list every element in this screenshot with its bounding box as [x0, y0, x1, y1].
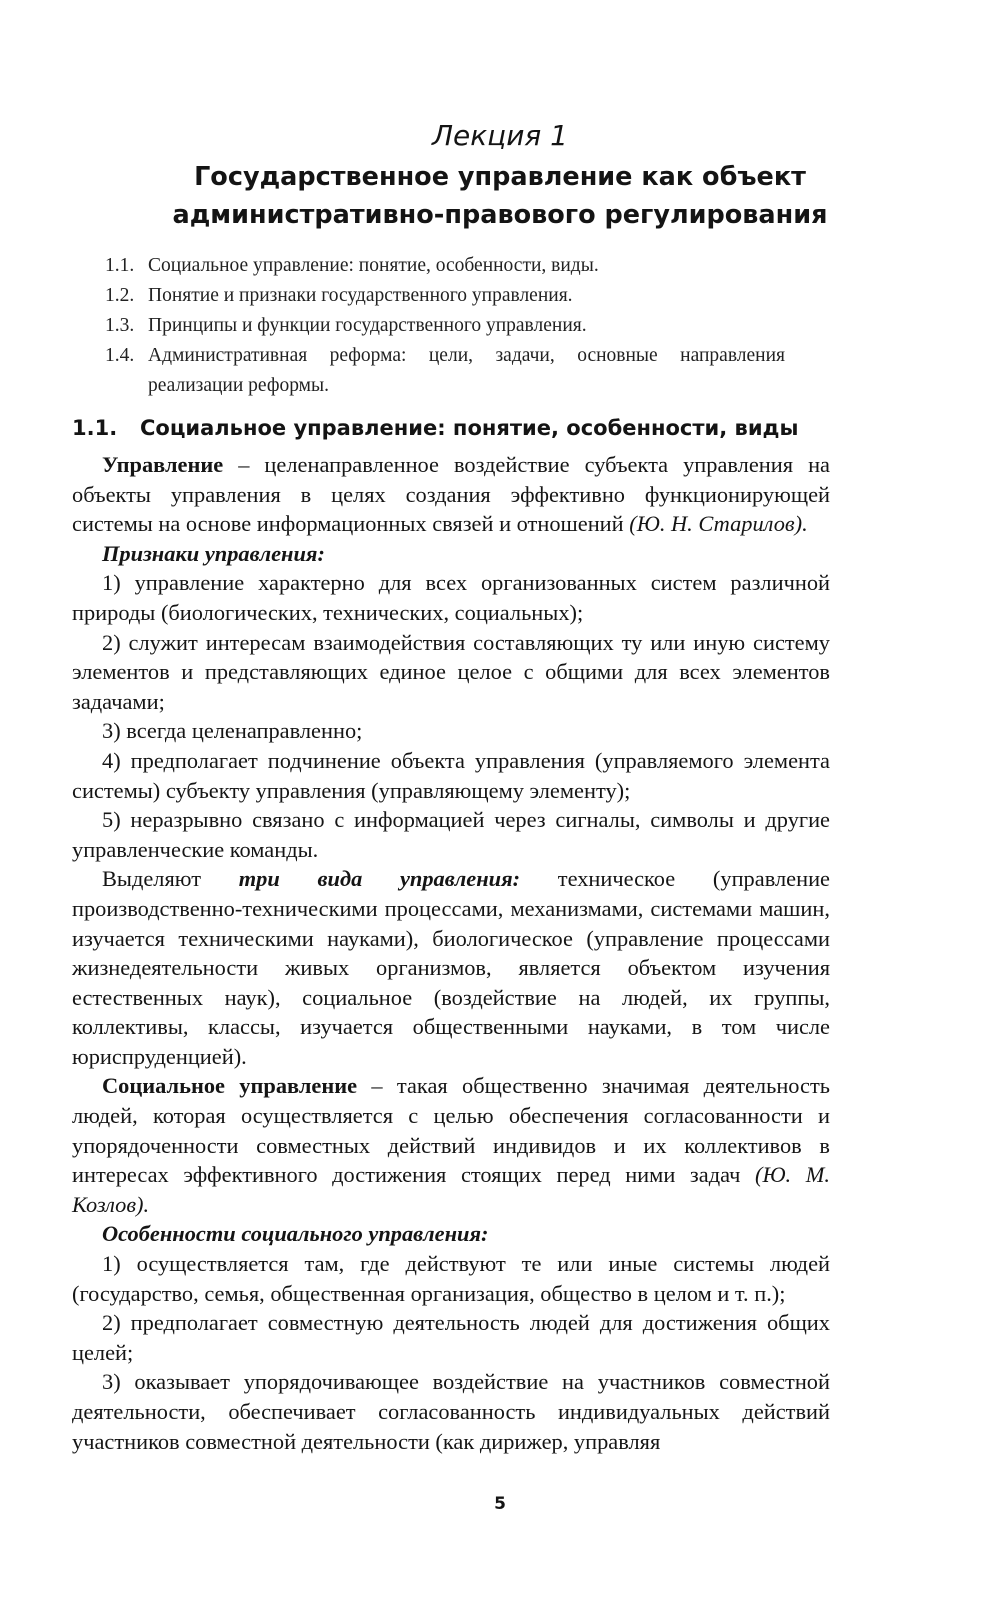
lecture-contents: [105, 251, 785, 401]
social-definition-paragraph: Социальное управление – такая общественно значимая деятельность людей, которая осуществляется с целью обеспечения согласованности и упорядоченности совместных действий индивидов и их коллективов в интересах эффективного достижения стоящих перед ними задач (Ю. М. Козлов).: [72, 1073, 830, 1217]
toc-item: [105, 251, 785, 281]
section-number: 1.1.: [72, 416, 118, 440]
author-reference: (Ю. Н. Старилов).: [629, 511, 808, 537]
body-text: [72, 450, 830, 1456]
list-item: 2) служит интересам взаимодействия составляющих ту или иную систему элементов и представляющих единое целое с общими для всех элементов задачами;: [72, 629, 830, 714]
toc-item: [105, 341, 785, 401]
author-reference: (Ю. М. Козлов).: [72, 1162, 830, 1217]
term-types: три вида управления:: [238, 866, 521, 892]
types-paragraph: Выделяют три вида управления: техническое (управление производственно-техническими процессами, механизмами, системами машин, изучается техническими науками), биологическое (управление процессами жизнедеятельности живых организмов, является объектом изучения естественных наук), социальное (воздействие на людей, их группы, коллективы, классы, изучается общественными науками, в том числе юриспруденцией).: [72, 866, 830, 1069]
toc-item: [105, 311, 785, 341]
signs-heading: Признаки управления:: [102, 540, 325, 566]
list-item: 4) предполагает подчинение объекта управления (управляемого элемента системы) субъекту управления (управляющему элементу);: [72, 747, 830, 803]
toc-item-number: 1.1.: [105, 255, 135, 276]
list-item: 3) оказывает упорядочивающее воздействие на участников совместной деятельности, обеспечивает согласованность индивидуальных действий участников совместной деятельности (как дирижер, управляя: [72, 1369, 830, 1454]
toc-item-number: 1.4.: [105, 345, 135, 366]
features-heading: Особенности социального управления:: [102, 1221, 489, 1247]
toc-item-text: Принципы и функции государственного управления.: [148, 315, 587, 336]
list-item: 5) неразрывно связано с информацией через сигналы, символы и другие управленческие команды.: [72, 807, 830, 862]
page-number: 5: [494, 1494, 506, 1514]
definition-paragraph: [72, 450, 830, 539]
toc-item-text: Социальное управление: понятие, особенности, виды.: [148, 255, 599, 276]
definition-text: – целенаправленное воздействие субъекта управления на объекты управления в целях создания эффективно функционирующей системы на основе информационных связей и отношений: [72, 452, 830, 537]
list-item: 1) управление характерно для всех организованных систем различной природы (биологических, технических, социальных);: [72, 570, 830, 625]
toc-item-text: Административная реформа: цели, задачи, основные направления реализации реформы.: [148, 345, 785, 396]
term-social-management: Социальное управление: [102, 1073, 358, 1099]
lecture-title: Государственное управление как объект административно-правового регулирования: [172, 162, 828, 230]
toc-item-number: 1.3.: [105, 315, 135, 336]
list-item: 2) предполагает совместную деятельность людей для достижения общих целей;: [72, 1310, 830, 1365]
term-management: Управление: [102, 452, 224, 477]
list-item: 1) осуществляется там, где действуют те или иные системы людей (государство, семья, общественная организация, общество в целом и т. п.);: [72, 1251, 830, 1306]
section-title: Социальное управление: понятие, особенности, виды: [140, 416, 799, 440]
toc-item: [105, 281, 785, 311]
lecture-label: Лекция 1: [431, 119, 568, 152]
section-heading: [72, 413, 872, 443]
list-item: 3) всегда целенаправленно;: [102, 718, 363, 744]
toc-item-text: Понятие и признаки государственного управления.: [148, 285, 573, 306]
toc-item-number: 1.2.: [105, 285, 135, 306]
